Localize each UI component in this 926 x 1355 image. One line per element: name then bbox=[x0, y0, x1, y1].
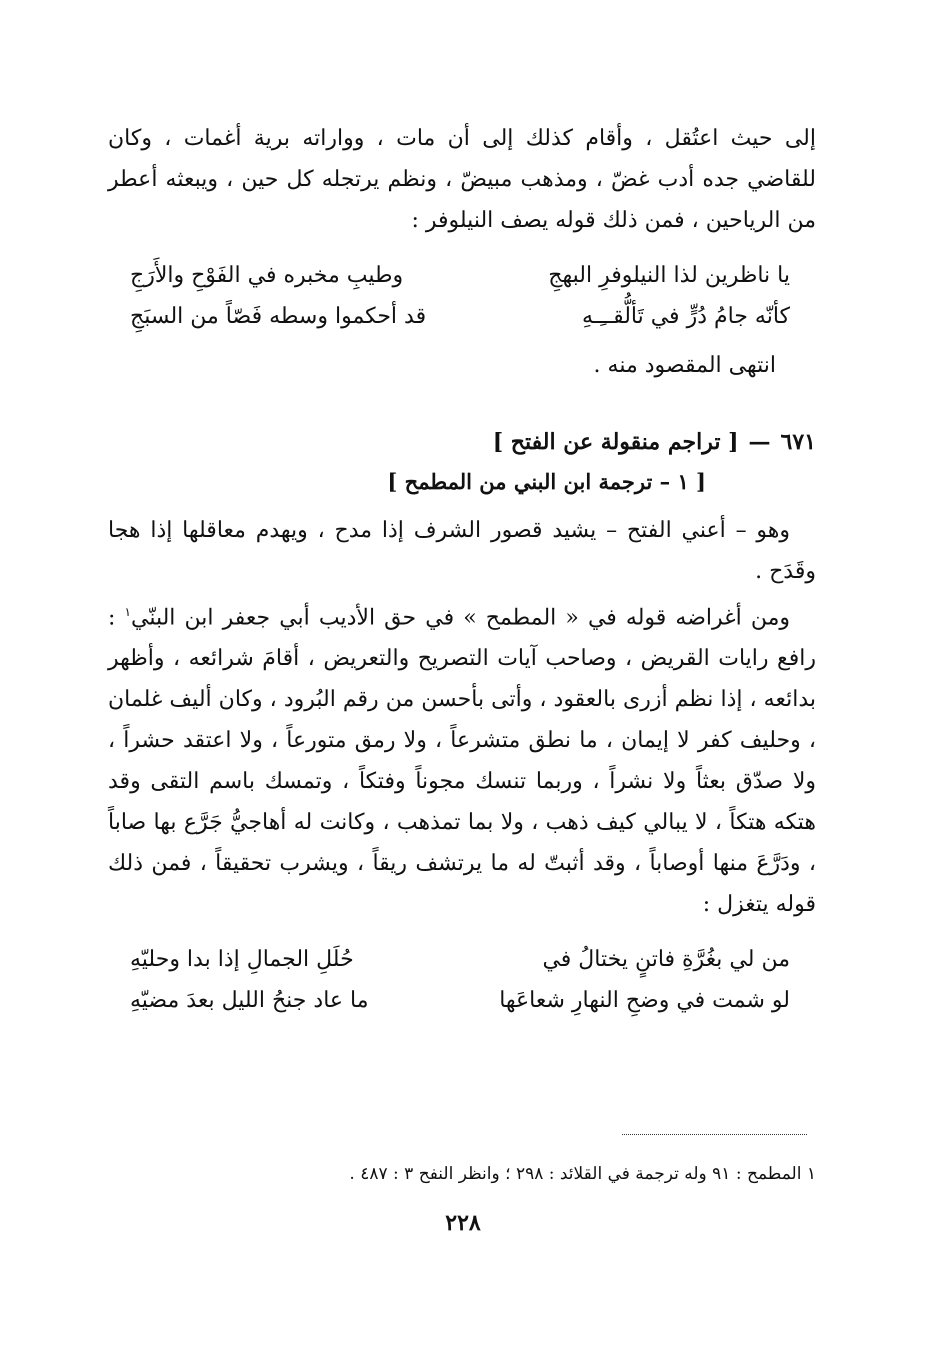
verse-line bbox=[130, 296, 790, 337]
footnote-divider bbox=[622, 1134, 807, 1135]
verse-first-hemistich: من لي بغُرَّةِ فاتنٍ يختالُ في bbox=[542, 947, 790, 973]
poem-ghazal bbox=[108, 939, 816, 1021]
page-body bbox=[108, 118, 816, 1021]
verse-first-hemistich: لو شمت في وضحِ النهارِ شعاعَها bbox=[499, 988, 790, 1014]
section-dash: — bbox=[748, 429, 771, 455]
verse-second-hemistich: ما عاد جنحُ الليل بعدَ مضيّهِ bbox=[130, 988, 369, 1014]
verse-second-hemistich: قد أحكموا وسطه فَصّاً من السبَجِ bbox=[130, 304, 427, 329]
paragraph-text-continued: : رافع رايات القريض ، وصاحب آيات التصريح والتعريض ، أقامَ شرائعه ، وأظهر بدائعه ، إذا نظم أزرى بالعقود ، وأتى بأحسن من رقم البُرود ، وكان أليف غلمان ، وحليف كفر لا إيمان ، ما نطق متشرعاً ، ولا رمق متورعاً ، ولا اعتقد حشراً ، ولا صدّق بعثاً ولا نشراً ، وربما تنسك مجوناً وفتكاً ، وتمسك باسم التقى وقد هتكه هتكاً ، لا يبالي كيف ذهب ، ولا بما تمذهب ، وكانت له أهاجيُّ جَرَّع بها صاباً ، ودَرَّعَ منها أوصاباً ، وقد أثبتّ له ما يرتشف ريقاً ، ويشرب تحقيقاً ، فمن ذلك قوله يتغزل : bbox=[108, 605, 816, 918]
footnote: ١ المطمح : ٩١ وله ترجمة في القلائد : ٢٩٨ ؛ وانظر النفح ٣ : ٤٨٧ . bbox=[349, 1164, 816, 1184]
paragraph-ibn-albanni bbox=[108, 592, 816, 925]
section-subtitle: [ ١ – ترجمة ابن البني من المطمح ] bbox=[387, 469, 706, 494]
verse-first-hemistich: يا ناظرين لذا النيلوفرِ البهجِ bbox=[548, 263, 790, 288]
section-title: [ تراجم منقولة عن الفتح ] bbox=[492, 429, 739, 455]
intro-paragraph: إلى حيث اعتُقل ، وأقام كذلك إلى أن مات ، وواراته برية أغمات ، وكان للقاضي جده أدب غضّ ، ومذهب مبيضّ ، ونظم يرتجله كل حين ، ويبعثه أعطر من الرياحين ، فمن ذلك قوله يصف النيلوفر : bbox=[108, 126, 816, 233]
footnote-marker[interactable]: ١ bbox=[124, 605, 131, 619]
section-heading bbox=[108, 422, 816, 462]
closing-line: انتهى المقصود منه . bbox=[593, 353, 776, 378]
paragraph-fath: وهو – أعني الفتح – يشيد قصور الشرف إذا مدح ، ويهدم معاقلها إذا هجا وقَدَح . bbox=[108, 518, 816, 584]
verse-second-hemistich: وطيبِ مخبره في الفَوْحِ والأَرَجِ bbox=[130, 263, 404, 288]
page-number: ٢٢٨ bbox=[445, 1210, 481, 1236]
verse-line bbox=[130, 255, 790, 296]
verse-line bbox=[130, 939, 790, 980]
verse-line bbox=[130, 980, 790, 1021]
poem-nilufar bbox=[108, 255, 816, 337]
verse-second-hemistich: حُلَلِ الجمالِ إذا بدا وحليّهِ bbox=[130, 947, 354, 973]
paragraph-text: ومن أغراضه قوله في « المطمح » في حق الأديب أبي جعفر ابن البنّي bbox=[130, 605, 791, 631]
verse-first-hemistich: كأنّه جامُ دُرٍّ في تَألُّقــِـهِ bbox=[581, 304, 790, 329]
section-number: ٦٧١ bbox=[780, 429, 816, 455]
